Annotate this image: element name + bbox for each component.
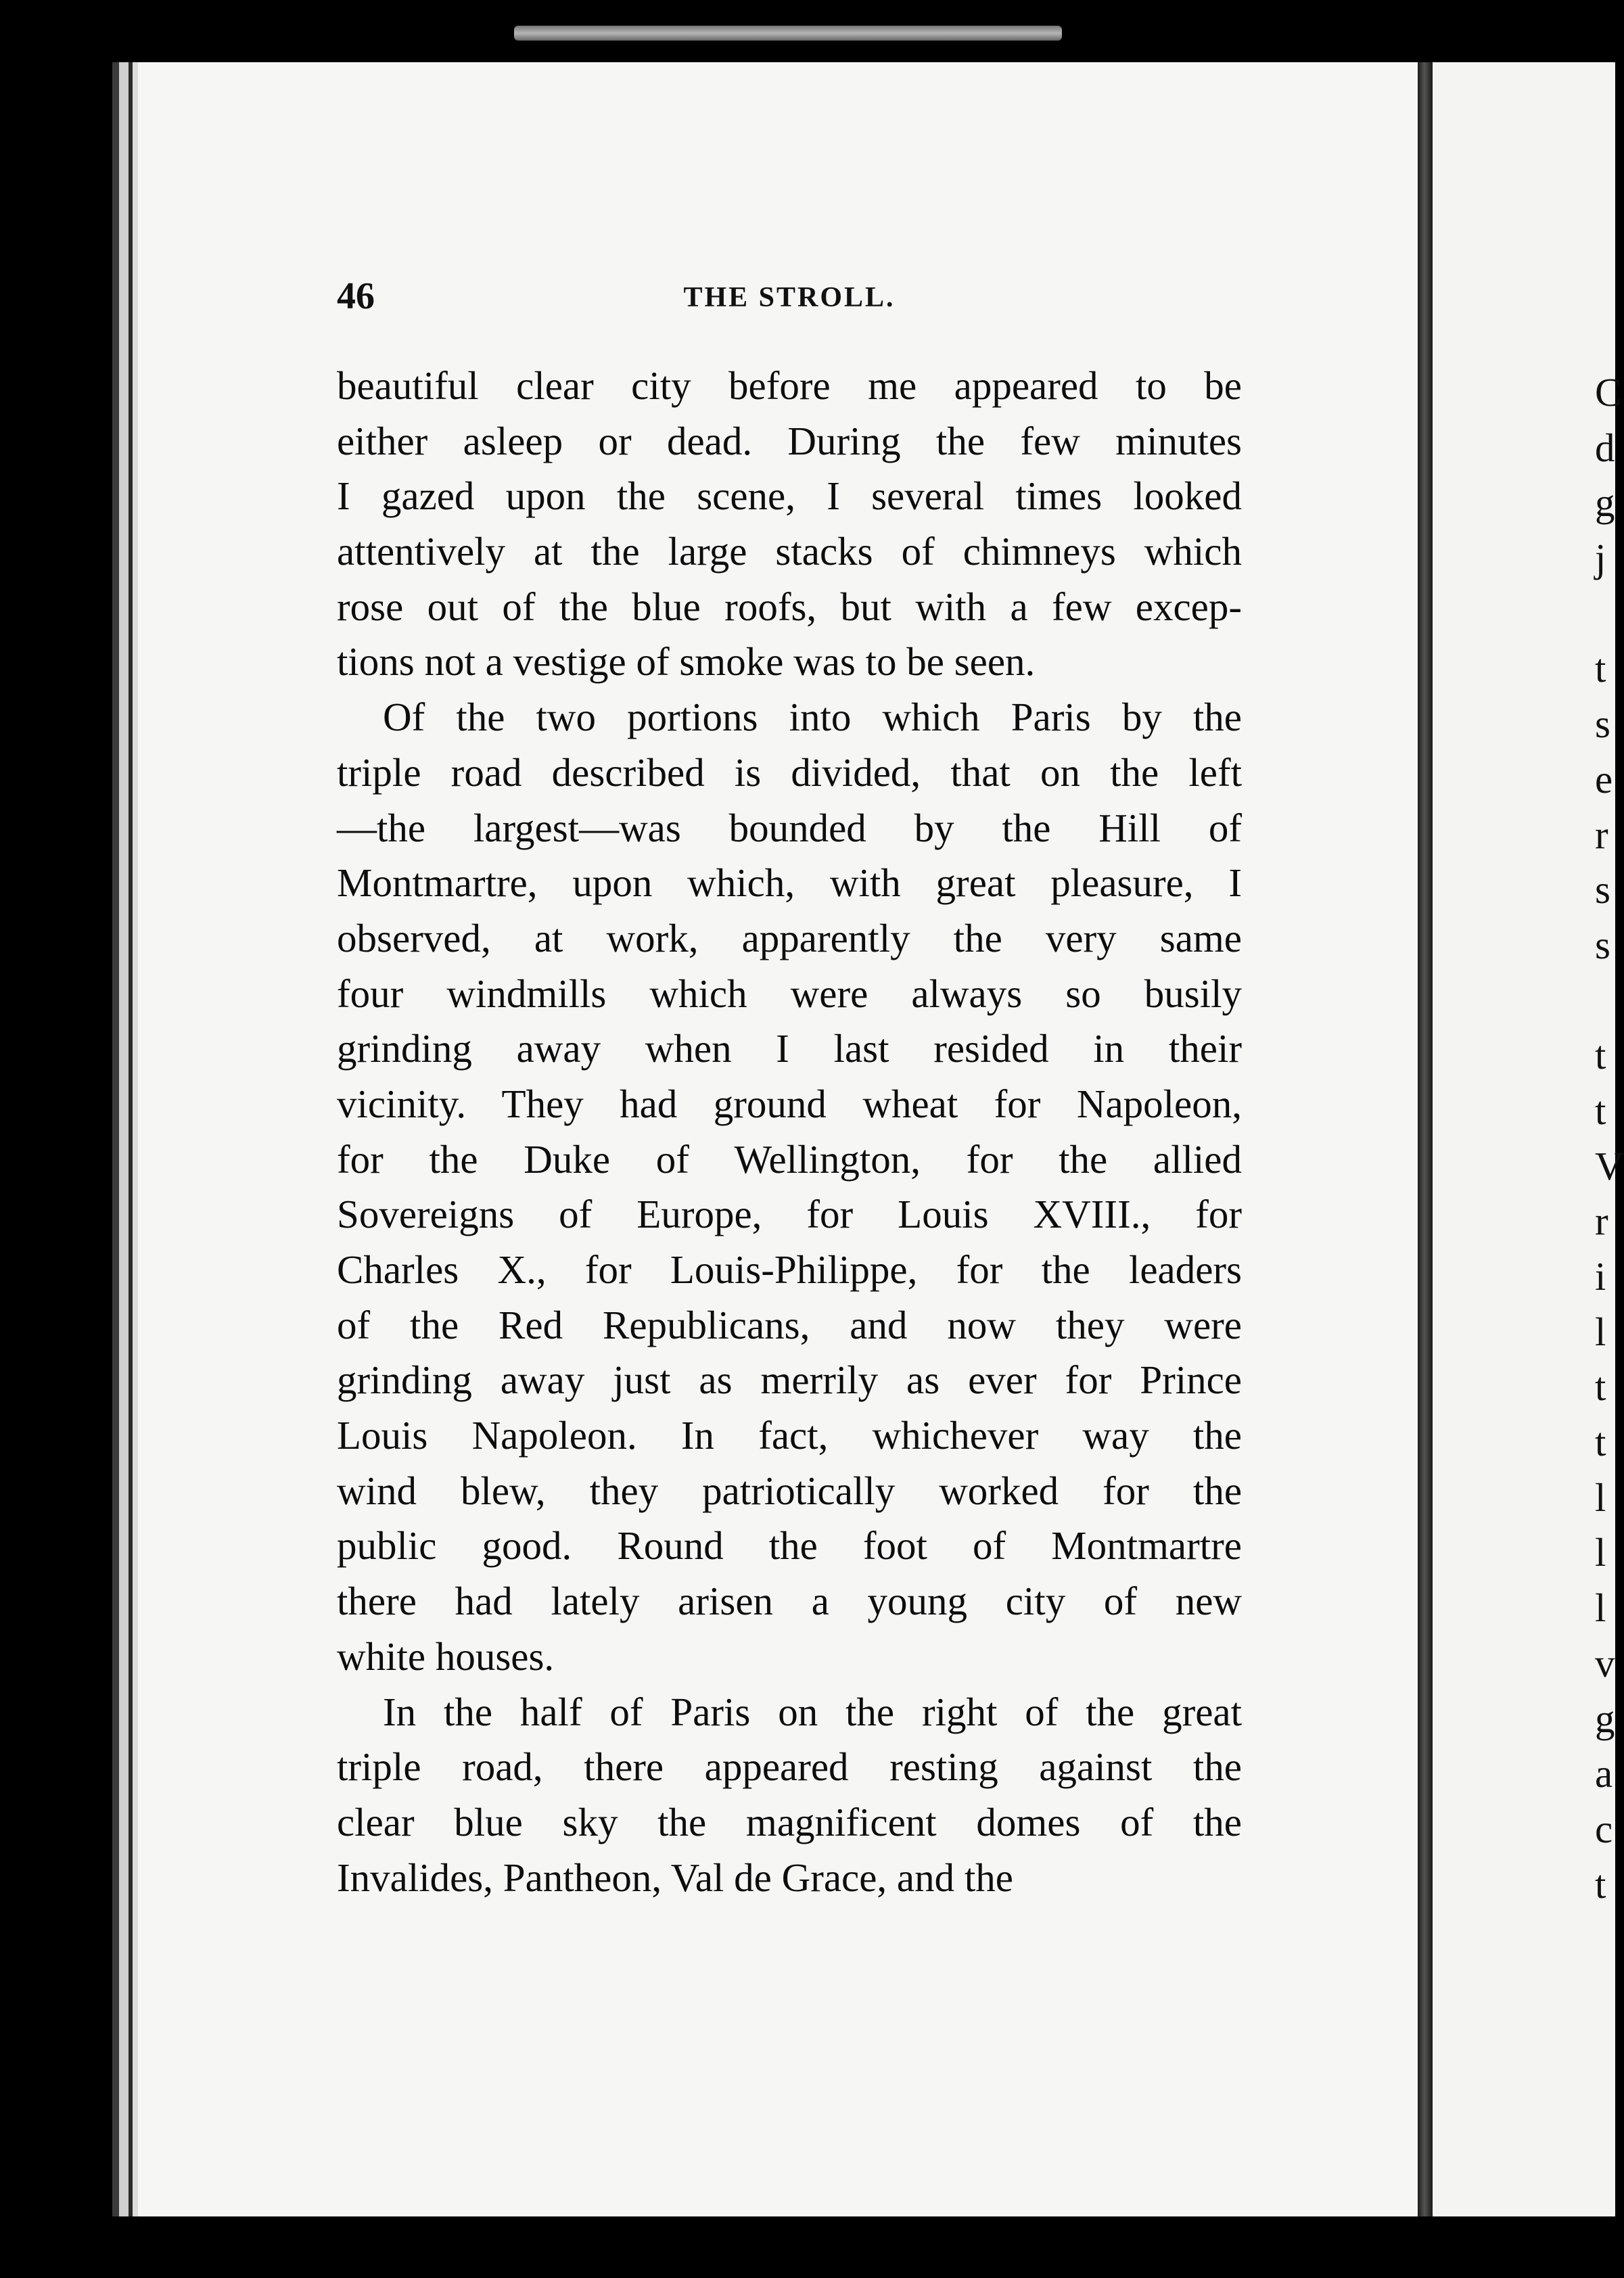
facing-letter: r [1595,812,1608,857]
text-line: Invalides, Pantheon, Val de Grace, and the [337,1855,1013,1900]
facing-letter: t [1595,1088,1606,1133]
facing-letter: l [1595,1474,1606,1520]
text-line: grinding away when I last resided in their [337,1026,1242,1071]
text-line: white houses. [337,1633,555,1679]
facing-letter: r [1595,1199,1608,1244]
paragraph [337,358,1242,690]
paragraph [337,690,1242,1684]
facing-letter: l [1595,1530,1606,1575]
text-line: wind blew, they patriotically worked for the [337,1468,1242,1513]
facing-letter: t [1595,1033,1606,1078]
facing-letter: t [1595,1420,1606,1465]
text-line: attentively at the large stacks of chimneys which [337,529,1242,574]
facing-letter: C [1595,370,1622,415]
text-line: Charles X., for Louis-Philippe, for the leaders [337,1247,1242,1292]
facing-letter: a [1595,1751,1613,1796]
facing-letter: l [1595,1309,1606,1354]
text-line: observed, at work, apparently the very same [337,915,1242,960]
text-line: either asleep or dead. During the few minutes [337,418,1242,463]
facing-letter: s [1595,701,1610,747]
text-line: clear blue sky the magnificent domes of the [337,1799,1242,1844]
facing-letter: t [1595,1861,1606,1907]
facing-letter [1595,973,1622,1029]
text-line: triple road, there appeared resting against the [337,1744,1242,1790]
facing-letter: d [1595,425,1615,470]
text-line: Louis Napoleon. In fact, whichever way the [337,1413,1242,1458]
page-number: 46 [337,275,375,317]
facing-letter: t [1595,1364,1606,1410]
text-line: Sovereigns of Europe, for Louis XVIII., for [337,1192,1242,1237]
text-line: grinding away just as merrily as ever for Prince [337,1357,1242,1403]
text-line: beautiful clear city before me appeared to be [337,363,1242,408]
paragraph [337,1685,1242,1906]
page-header [337,276,1242,317]
facing-letter: l [1595,1585,1606,1631]
facing-letter: i [1595,1254,1606,1299]
text-line: tions not a vestige of smoke was to be seen. [337,639,1036,684]
text-line: four windmills which were always so busily [337,971,1242,1016]
text-line: —the largest—was bounded by the Hill of [337,805,1242,850]
text-line: rose out of the blue roofs, but with a few excep- [337,584,1242,629]
facing-letter: V [1595,1143,1624,1188]
text-line: Of the two portions into which Paris by the [383,695,1242,740]
right-page-edge [1433,62,1615,2216]
facing-page-letters [1595,365,1622,1912]
facing-letter: s [1595,867,1610,912]
facing-letter [1595,586,1622,642]
text-line: In the half of Paris on the right of the great [383,1689,1242,1734]
text-line: vicinity. They had ground wheat for Napoleon, [337,1081,1242,1126]
text-line: I gazed upon the scene, I several times looked [337,473,1242,519]
text-line: Montmartre, upon which, with great pleasure, I [337,860,1242,906]
text-line: of the Red Republicans, and now they were [337,1302,1242,1347]
text-line: for the Duke of Wellington, for the allied [337,1136,1242,1182]
running-head: THE STROLL. [683,282,896,313]
facing-letter: c [1595,1806,1613,1851]
scan-edge-artifact [514,26,1062,41]
facing-letter: j [1595,536,1606,581]
text-line: there had lately arisen a young city of new [337,1579,1242,1624]
facing-letter: g [1595,480,1615,526]
facing-letter: g [1595,1696,1615,1741]
facing-letter: e [1595,756,1613,801]
text-line: triple road described is divided, that on the left [337,749,1242,795]
facing-letter: s [1595,922,1610,967]
facing-letter: t [1595,646,1606,691]
facing-letter: v [1595,1640,1615,1686]
text-line: public good. Round the foot of Montmartre [337,1523,1242,1568]
body-text [337,358,1242,1905]
book-gutter [1418,62,1433,2216]
